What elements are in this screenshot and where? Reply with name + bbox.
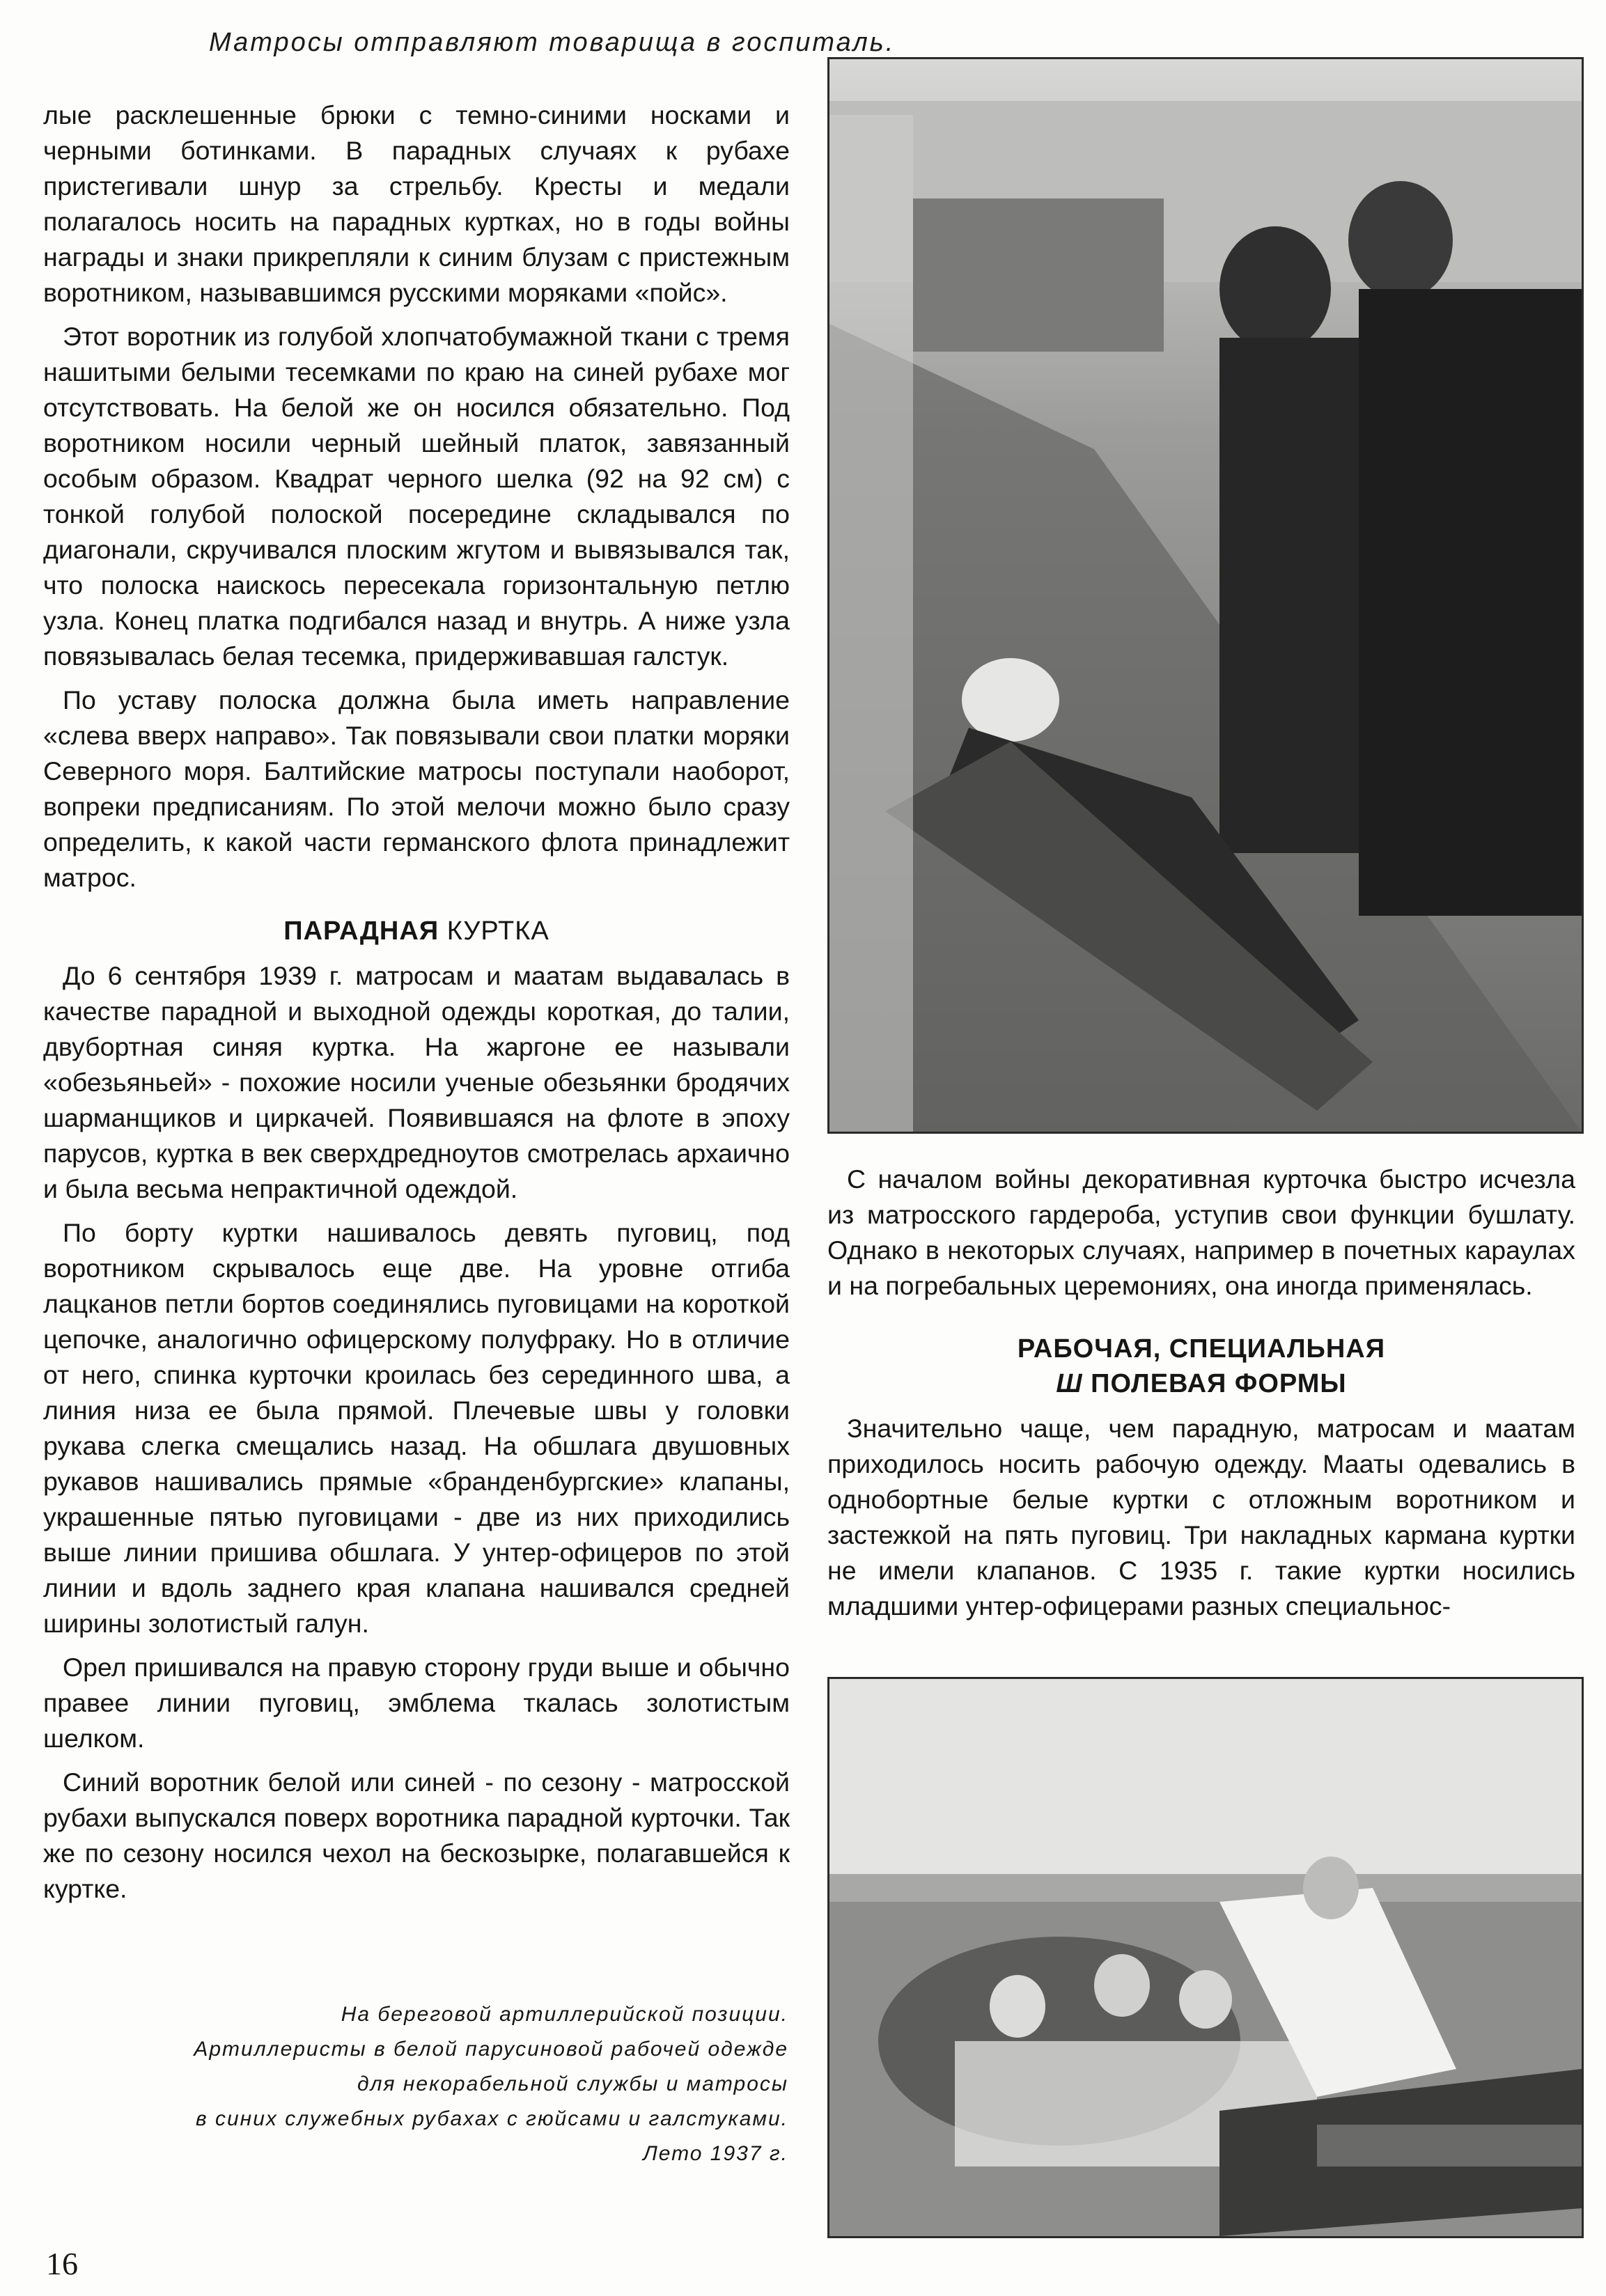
photo-artillery <box>827 1677 1584 2238</box>
section-heading-work-uniform <box>827 1331 1575 1401</box>
heading-line-2-italic: Ш <box>1056 1369 1083 1398</box>
photo-stretcher-image <box>829 59 1582 1132</box>
paragraph: Орел пришивался на правую сторону груди выше и обычно правее линии пуговиц, эмблема ткалась золотистым шелком. <box>43 1653 790 1753</box>
photo-caption-top: Матросы отправляют товарища в госпиталь. <box>209 28 896 57</box>
paragraph: По борту куртки нашивалось девять пуговиц, под воротником скрывалось еще две. На уровне отгиба лацканов петли бортов соединялись пуговицами на короткой цепочке, аналогично офицерскому полуфраку. Но в отличие от него, спинка курточки кроилась без серединного шва, а линия низа ее была прямой. Плечевые швы у головки рукава слегка смещались назад. На обшлага двушовных рукавов нашивались прямые «бранденбургские» клапаны, украшенные пятью пуговицами - две из них приходились выше линии пришива обшлага. У унтер-офицеров по этой линии и вдоль заднего края клапана нашивался средней ширины золотистый галун. <box>43 1218 790 1638</box>
page-number: 16 <box>46 2246 78 2281</box>
paragraph: лые расклешенные брюки с темно-синими носками и черными ботинками. В парадных случаях к рубахе пристегивали шнур за стрельбу. Кресты и медали полагалось носить на парадных куртках, но в годы войны награды и знаки прикрепляли к синим блузам с пристежным воротником, называвшимся русскими моряками «пойс». <box>43 100 790 307</box>
caption-line: Артиллеристы в белой парусиновой рабочей одежде <box>194 2038 788 2061</box>
paragraph: По уставу полоска должна была иметь направление «слева вверх направо». Так повязывали свои платки моряки Северного моря. Балтийские матросы поступали наоборот, вопреки предписаниям. По этой мелочи можно было сразу определить, к какой части германского флота принадлежит матрос. <box>43 685 790 892</box>
paragraph: Синий воротник белой или синей - по сезону - матросской рубахи выпускался поверх воротника парадной курточки. Так же по сезону носился чехол на бескозырке, полагавшейся к куртке. <box>43 1767 790 1903</box>
caption-line: На береговой артиллерийской позиции. <box>341 2003 788 2026</box>
caption-line: для некорабельной службы и матросы <box>357 2072 788 2095</box>
heading-bold-part: ПАРАДНАЯ <box>283 916 439 946</box>
photo-caption-bottom <box>84 1997 788 2171</box>
paragraph: С началом войны декоративная курточка быстро исчезла из матросского гардероба, уступив свои функции бушлату. Однако в некоторых случаях, например в почетных караулах и на погребальных церемониях, она иногда применялась. <box>827 1164 1575 1300</box>
paragraph: Этот воротник из голубой хлопчатобумажной ткани с тремя нашитыми белыми тесемками по краю на синей рубахе мог отсутствовать. На белой же он носился обязательно. Под воротником носили черный шейный платок, завязанный особым образом. Квадрат черного шелка (92 на 92 см) с тонкой голубой полоской посередине складывался по диагонали, скручивался плоским жгутом и вывязывался так, что полоска наискось пересекала горизонтальную петлю узла. Конец платка подгибался назад и внутрь. А ниже узла повязывалась белая тесемка, придерживавшая галстук. <box>43 322 790 671</box>
section-heading-parade-jacket <box>43 914 790 948</box>
left-text-column <box>43 97 790 1915</box>
caption-line: Лето 1937 г. <box>643 2142 788 2165</box>
right-text-column <box>827 1162 1575 1632</box>
heading-light-part: КУРТКА <box>446 916 549 946</box>
heading-line-1: РАБОЧАЯ, СПЕЦИАЛЬНАЯ <box>1017 1334 1386 1364</box>
caption-line: в синих служебных рубахах с гюйсами и галстуками. <box>196 2107 788 2130</box>
photo-artillery-image <box>829 1679 1582 2236</box>
photo-stretcher <box>827 57 1584 1134</box>
heading-line-2-rest: ПОЛЕВАЯ ФОРМЫ <box>1091 1369 1347 1398</box>
paragraph: До 6 сентября 1939 г. матросам и маатам выдавалась в качестве парадной и выходной одежды короткая, до талии, двубортная синяя куртка. На жаргоне ее называли «обезьяньей» - похожие носили ученые обезьянки бродячих шарманщиков и циркачей. Появившаяся на флоте в эпоху парусов, куртка в век сверхдредноутов смотрелась архаично и была весьма непрактичной одеждой. <box>43 961 790 1203</box>
paragraph: Значительно чаще, чем парадную, матросам и маатам приходилось носить рабочую одежду. Мааты одевались в однобортные белые куртки с отложным воротником и застежкой на пять пуговиц. Три накладных кармана куртки не имели клапанов. С 1935 г. такие куртки носились младшими унтер-офицерами разных специальнос- <box>827 1414 1575 1621</box>
